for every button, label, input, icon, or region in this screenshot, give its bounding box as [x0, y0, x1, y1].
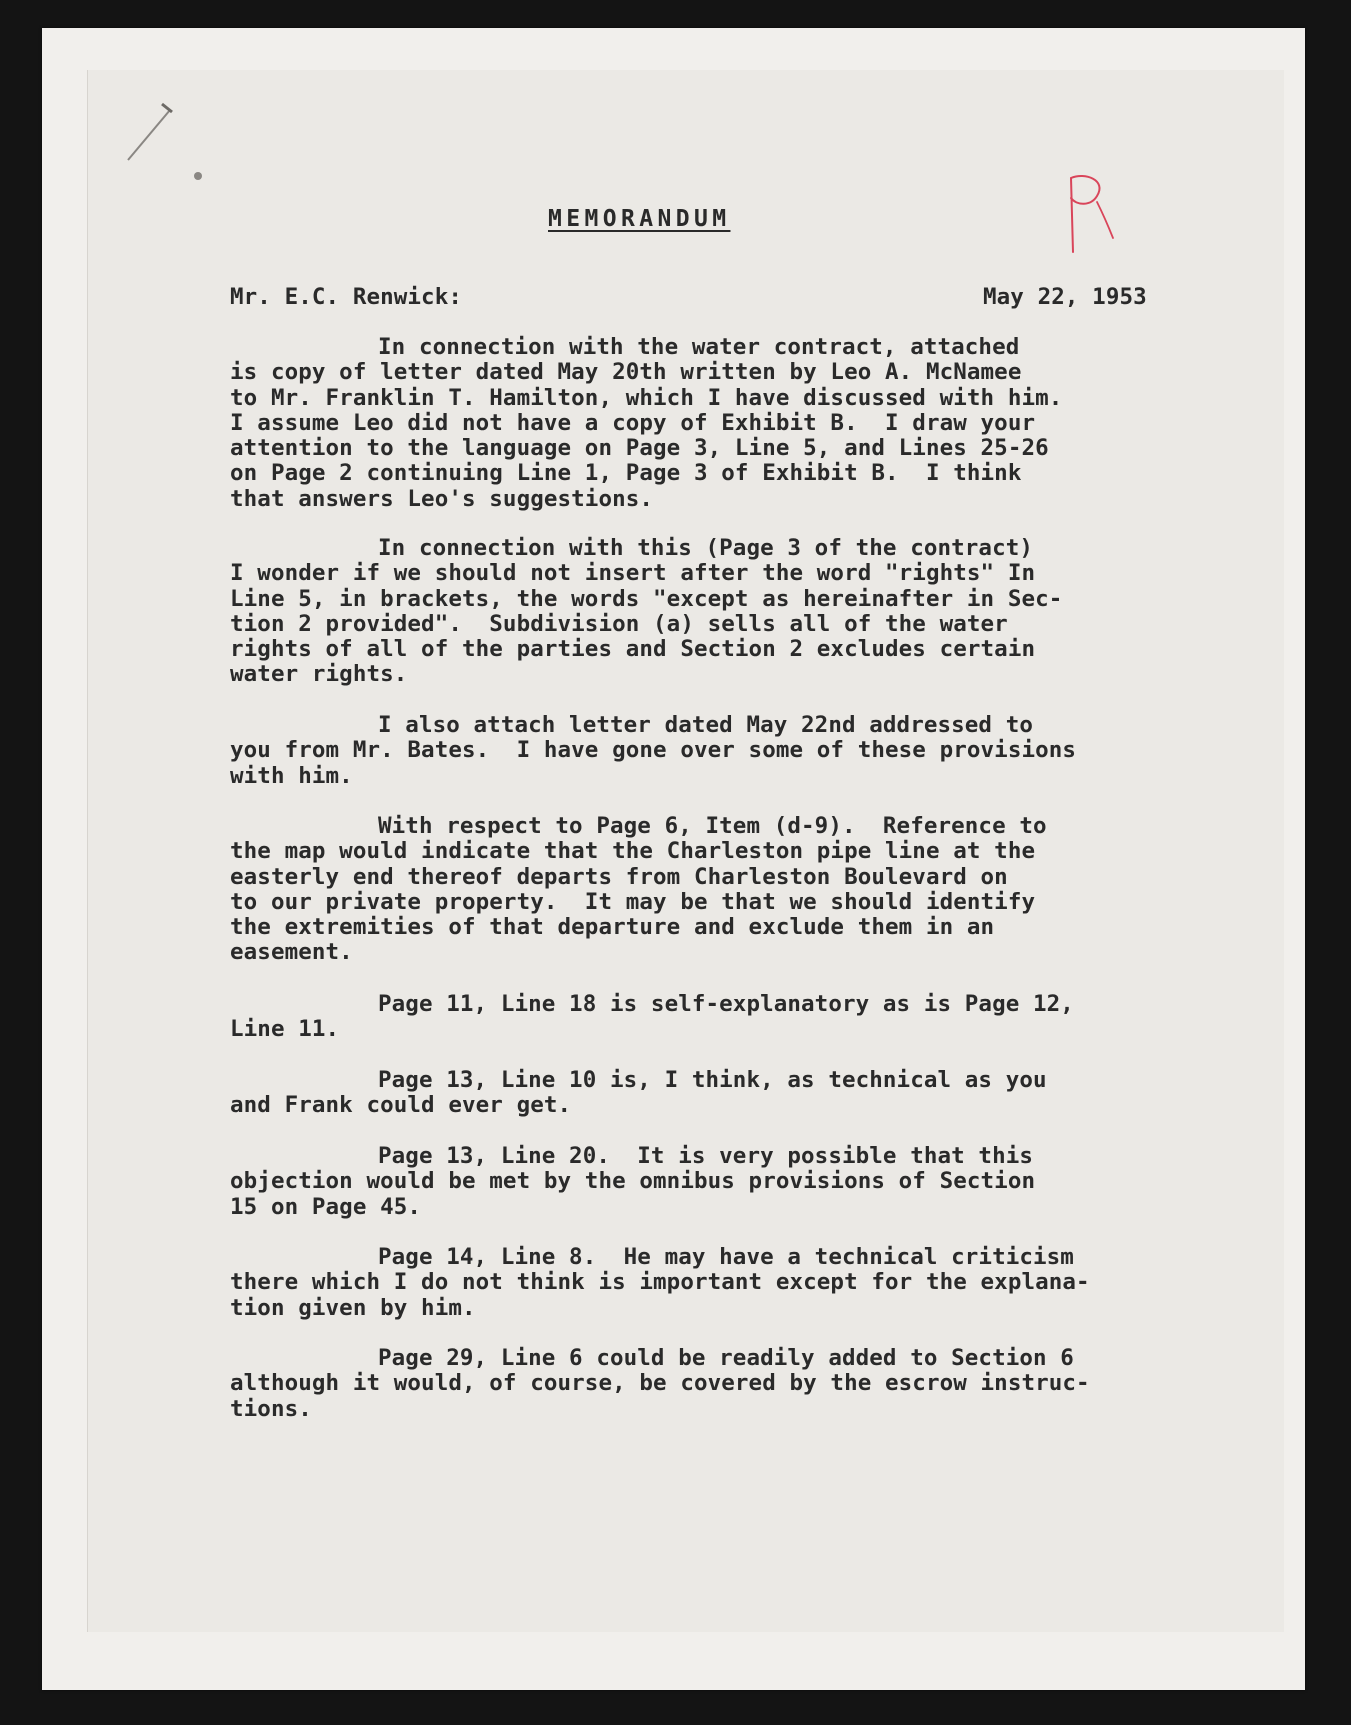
- paragraph-line: with him.: [230, 762, 353, 789]
- paragraph-line: Page 29, Line 6 could be readily added to Section 6: [378, 1345, 1074, 1371]
- paragraph-line: Page 14, Line 8. He may have a technical criticism: [378, 1244, 1074, 1270]
- paragraph-line: In connection with this (Page 3 of the contract): [378, 535, 1034, 561]
- paragraph-line: tions.: [230, 1395, 312, 1422]
- memo-paragraph-3: [230, 713, 1076, 789]
- paragraph-line: the map would indicate that the Charleston pipe line at the: [230, 838, 1036, 865]
- red-handwritten-mark: [1045, 170, 1135, 260]
- memo-paragraph-2: [230, 536, 1062, 688]
- paragraph-line: Line 11.: [230, 1016, 340, 1043]
- memo-date: May 22, 1953: [983, 284, 1147, 310]
- paragraph-line: With respect to Page 6, Item (d-9). Reference to: [378, 813, 1047, 839]
- paragraph-line: on Page 2 continuing Line 1, Page 3 of Exhibit B. I think: [230, 460, 1022, 487]
- paragraph-line: rights of all of the parties and Section 2 excludes certain: [230, 636, 1036, 663]
- paragraph-line: and Frank could ever get.: [230, 1092, 572, 1119]
- paragraph-line: that answers Leo's suggestions.: [230, 485, 654, 512]
- memo-title: MEMORANDUM: [548, 206, 731, 232]
- paragraph-line: I assume Leo did not have a copy of Exhibit B. I draw your: [230, 409, 1036, 436]
- paragraph-line: Page 13, Line 10 is, I think, as technical as you: [378, 1067, 1047, 1093]
- paragraph-line: you from Mr. Bates. I have gone over some of these provisions: [230, 737, 1077, 764]
- paragraph-line: there which I do not think is important except for the explana-: [230, 1269, 1090, 1296]
- paragraph-line: I wonder if we should not insert after the word "rights" In: [230, 560, 1036, 587]
- paragraph-line: objection would be met by the omnibus provisions of Section: [230, 1168, 1036, 1195]
- paragraph-line: Page 11, Line 18 is self-explanatory as is Page 12,: [378, 991, 1074, 1017]
- paragraph-line: easement.: [230, 939, 353, 966]
- paragraph-line: attention to the language on Page 3, Line 5, and Lines 25-26: [230, 435, 1049, 462]
- paragraph-line: is copy of letter dated May 20th written by Leo A. McNamee: [230, 359, 1022, 386]
- paragraph-line: to Mr. Franklin T. Hamilton, which I have discussed with him.: [230, 384, 1063, 411]
- memo-addressee: Mr. E.C. Renwick:: [230, 284, 462, 310]
- paragraph-line: tion 2 provided". Subdivision (a) sells all of the water: [230, 610, 1008, 637]
- memo-paragraph-6: [230, 1068, 1047, 1119]
- memo-paragraph-7: [230, 1144, 1035, 1220]
- memo-paragraph-5: [230, 992, 1074, 1043]
- memo-paragraph-9: [230, 1346, 1090, 1422]
- pencil-mark-top-left: [110, 90, 230, 200]
- paragraph-line: water rights.: [230, 661, 408, 688]
- paragraph-line: easterly end thereof departs from Charleston Boulevard on: [230, 863, 1008, 890]
- memo-paragraph-4: [230, 814, 1047, 966]
- paragraph-line: the extremities of that departure and exclude them in an: [230, 914, 995, 941]
- paragraph-line: In connection with the water contract, attached: [378, 334, 1020, 360]
- memo-paragraph-1: [230, 335, 1062, 512]
- paragraph-line: Line 5, in brackets, the words "except as hereinafter in Sec-: [230, 585, 1063, 612]
- paragraph-line: 15 on Page 45.: [230, 1193, 422, 1220]
- paragraph-line: tion given by him.: [230, 1294, 476, 1321]
- paragraph-line: although it would, of course, be covered by the escrow instruc-: [230, 1370, 1090, 1397]
- memo-paragraph-8: [230, 1245, 1090, 1321]
- paragraph-line: Page 13, Line 20. It is very possible that this: [378, 1143, 1034, 1169]
- paragraph-line: to our private property. It may be that we should identify: [230, 888, 1036, 915]
- paragraph-line: I also attach letter dated May 22nd addressed to: [378, 712, 1034, 738]
